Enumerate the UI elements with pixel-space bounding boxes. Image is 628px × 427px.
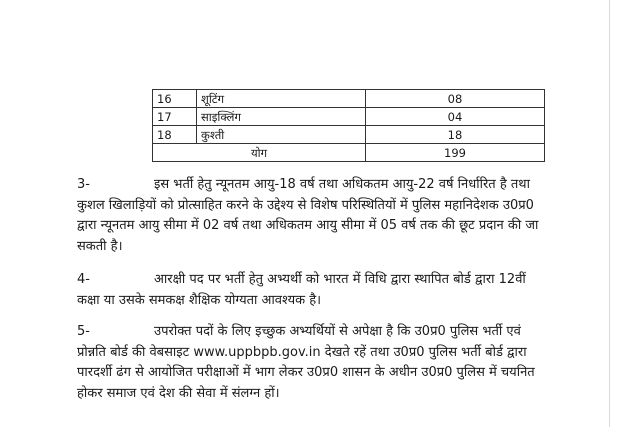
row-number: 16 [153,90,197,108]
row-number: 17 [153,108,197,126]
paragraph-line: द्वारा न्यूनतम आयु सीमा में 02 वर्ष तथा अधिकतम आयु सीमा में 05 वर्ष तक की छूट प्रदान की जा [77,218,539,233]
total-value: 199 [366,144,545,162]
sport-name: शूटिंग [197,90,366,108]
paragraph-line: कुशल खिलाड़ियों को प्रोत्साहित करने के उद्देश्य से विशेष परिस्थितियों में पुलिस महानिदेशक उ0प्र0 [77,197,534,213]
paragraph-first-line: आरक्षी पद पर भर्ती हेतु अभ्यर्थी को भारत में विधि द्वारा स्थापित बोर्ड द्वारा 12वीं [154,272,526,287]
paragraph-5 [77,322,547,404]
table-row [153,126,545,144]
paragraph-line: सकती है। [77,238,123,254]
post-count: 18 [366,126,545,144]
paragraph-line: कक्षा या उसके समकक्ष शैक्षिक योग्यता आवश्यक है। [77,292,322,308]
table-row [153,90,545,108]
paragraph-3 [77,175,547,257]
sports-table [152,89,545,162]
table-row [153,108,545,126]
paragraph-first-line: उपरोक्त पदों के लिए इच्छुक अभ्यर्थियों से अपेक्षा है कि उ0प्र0 पुलिस भर्ती एवं [154,324,521,339]
paragraph-number: 5- [77,324,90,339]
paragraph-line: होकर समाज एवं देश की सेवा में संलग्न हों। [77,385,280,401]
total-label: योग [153,144,366,162]
paragraph-number: 3- [77,177,90,192]
total-row [153,144,545,162]
row-number: 18 [153,126,197,144]
paragraph-4 [77,270,547,311]
paragraph-number: 4- [77,272,90,287]
post-count: 08 [366,90,545,108]
post-count: 04 [366,108,545,126]
sport-name: साइक्लिंग [197,108,366,126]
paragraph-line: प्रोन्नति बोर्ड की वेबसाइट www.uppbpb.gov.in देखते रहें तथा उ0प्र0 पुलिस भर्ती बोर्ड द्वारा [77,344,527,360]
paragraph-first-line: इस भर्ती हेतु न्यूनतम आयु-18 वर्ष तथा अधिकतम आयु-22 वर्ष निर्धारित है तथा [154,177,530,192]
sport-name: कुश्ती [197,126,366,144]
paragraph-line: पारदर्शी ढंग से आयोजित परीक्षाओं में भाग लेकर उ0प्र0 शासन के अधीन उ0प्र0 पुलिस में चयनित [77,365,535,380]
